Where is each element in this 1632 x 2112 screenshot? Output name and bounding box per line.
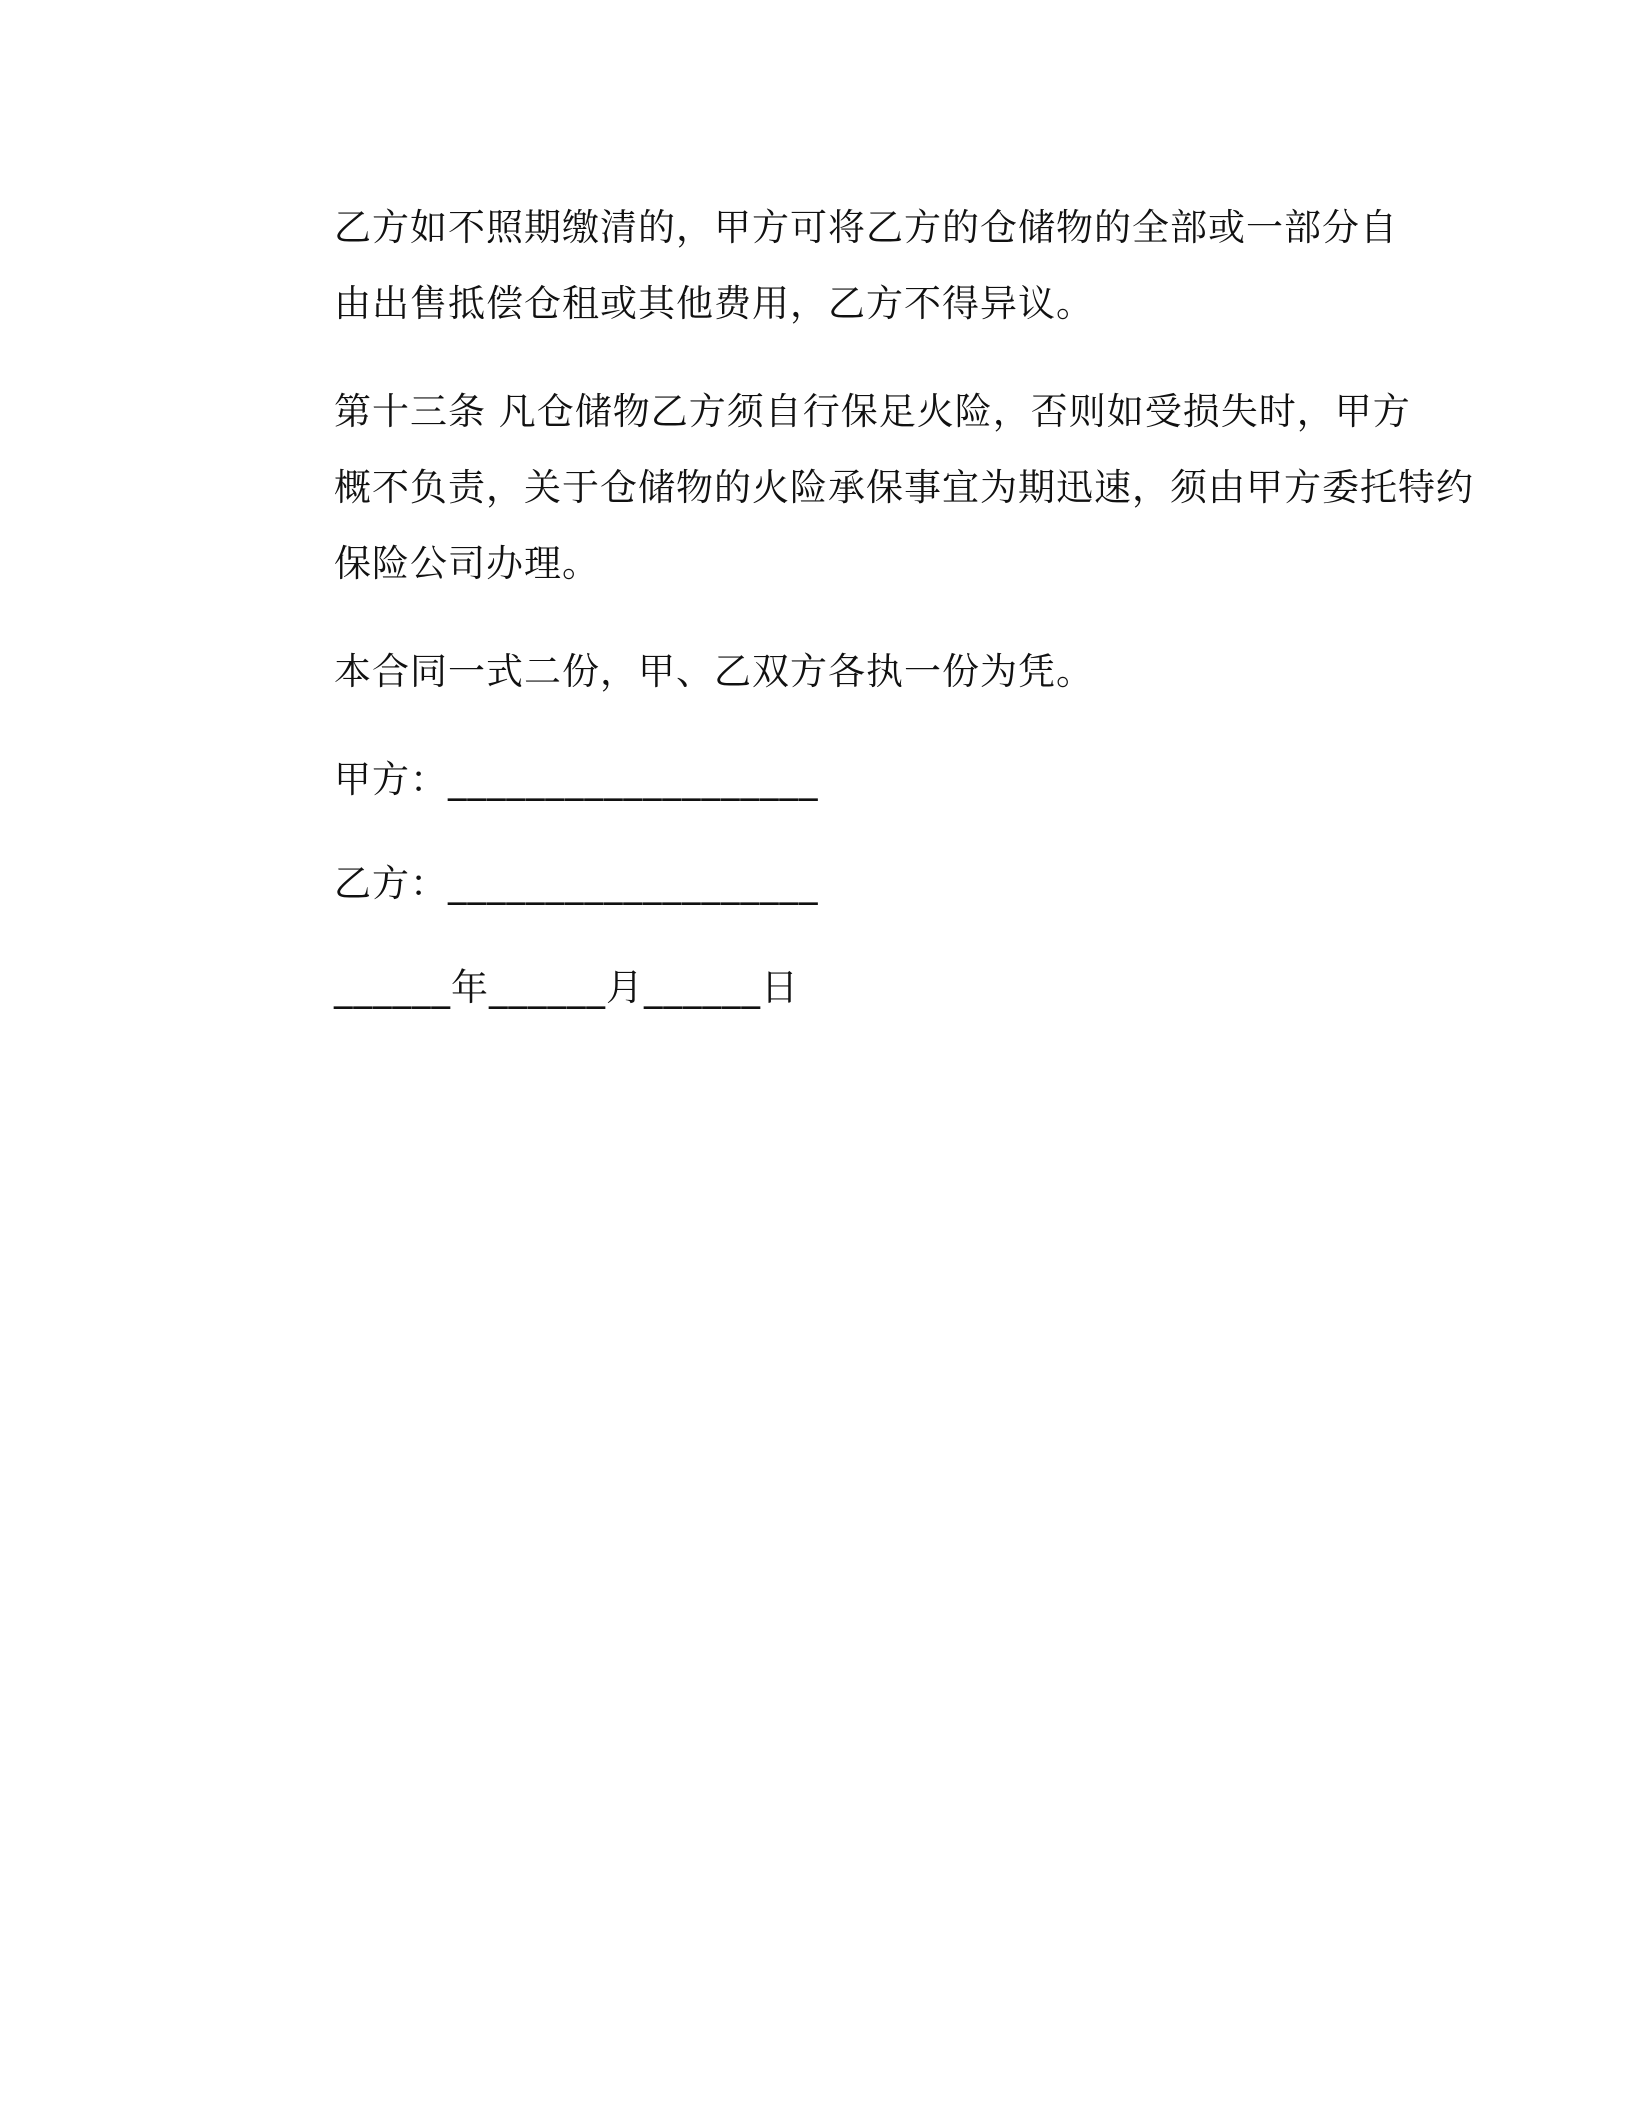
paragraph-payment-default <box>240 190 1398 342</box>
document-body <box>240 190 1474 1054</box>
paragraph-article-13 <box>240 374 1474 602</box>
paragraph-line: 保险公司办理。 <box>334 542 600 585</box>
paragraph-line: 由出售抵偿仓租或其他费用，乙方不得异议。 <box>334 282 1094 325</box>
paragraph-copies <box>240 634 1390 710</box>
party-a-signature-line: 甲方：___________________ <box>334 758 819 801</box>
paragraph-line: 本合同一式二份，甲、乙双方各执一份为凭。 <box>334 650 1094 693</box>
date-line: ______年______月______日 <box>334 966 799 1009</box>
paragraph-line: 概不负责，关于仓储物的火险承保事宜为期迅速，须由甲方委托特约 <box>334 466 1474 509</box>
paragraph-line: 第十三条 凡仓储物乙方须自行保足火险，否则如受损失时，甲方 <box>334 390 1411 433</box>
paragraph-line: 乙方如不照期缴清的，甲方可将乙方的仓储物的全部或一部分自 <box>334 206 1398 249</box>
party-b-signature-line: 乙方：___________________ <box>334 862 819 905</box>
